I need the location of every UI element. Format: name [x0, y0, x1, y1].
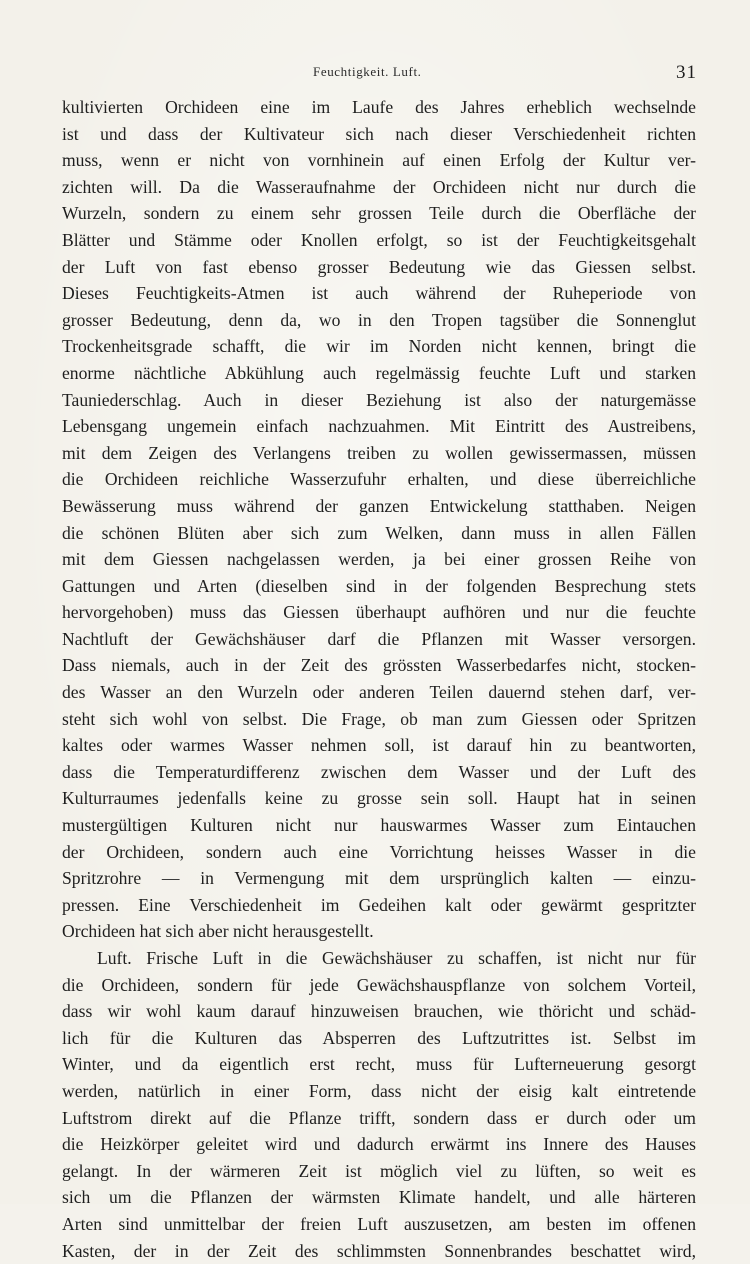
text-line: die schönen Blüten aber sich zum Welken, dann muss in allen Fällen	[62, 522, 696, 543]
text-line: die Heizkörper geleitet wird und dadurch erwärmt ins Innere des Hauses	[62, 1134, 696, 1155]
text-line: gelangt. In der wärmeren Zeit ist möglich viel zu lüften, so weit es	[62, 1160, 696, 1181]
text-line: Dieses Feuchtigkeits-Atmen ist auch während der Ruheperiode von	[62, 283, 696, 304]
text-line: die Orchideen reichliche Wasserzufuhr erhalten, und diese überreichliche	[62, 469, 696, 490]
text-line: mit dem Zeigen des Verlangens treiben zu wollen gewissermassen, müssen	[62, 442, 696, 463]
text-line: dass wir wohl kaum darauf hinzuweisen brauchen, wie thöricht und schäd-	[62, 1001, 696, 1022]
page-number: 31	[676, 62, 697, 83]
text-line: Dass niemals, auch in der Zeit des grössten Wasserbedarfes nicht, stocken-	[62, 655, 696, 676]
text-line: lich für die Kulturen das Absperren des Luftzutrittes ist. Selbst im	[62, 1027, 696, 1048]
text-line: Kulturraumes jedenfalls keine zu grosse sein soll. Haupt hat in seinen	[62, 788, 696, 809]
text-line: Winter, und da eigentlich erst recht, muss für Lufterneuerung gesorgt	[62, 1054, 696, 1075]
section-start-line: Luft. Frische Luft in die Gewächshäuser zu schaffen, ist nicht nur für	[97, 948, 696, 968]
text-line: Tauniederschlag. Auch in dieser Beziehung ist also der naturgemässe	[62, 389, 696, 410]
text-line: muss, wenn er nicht von vornhinein auf einen Erfolg der Kultur ver-	[62, 150, 696, 171]
text-line: kaltes oder warmes Wasser nehmen soll, ist darauf hin zu beantworten,	[62, 735, 696, 756]
page-header	[0, 64, 750, 86]
text-line: werden, natürlich in einer Form, dass nicht der eisig kalt eintretende	[62, 1080, 696, 1101]
text-line: ist und dass der Kultivateur sich nach dieser Verschiedenheit richten	[62, 123, 696, 144]
text-line: kultivierten Orchideen eine im Laufe des Jahres erheblich wechselnde	[62, 97, 696, 117]
text-line: Spritzrohre — in Vermengung mit dem ursprünglich kalten — einzu-	[62, 868, 696, 889]
text-line: der Orchideen, sondern auch eine Vorrichtung heisses Wasser in die	[62, 841, 696, 862]
running-title: Feuchtigkeit. Luft.	[313, 64, 422, 79]
paragraph-end-line: Orchideen hat sich aber nicht herausgestellt.	[62, 921, 374, 942]
text-line: des Wasser an den Wurzeln oder anderen Teilen dauernd stehen darf, ver-	[62, 682, 696, 703]
text-line: mit dem Giessen nachgelassen werden, ja bei einer grossen Reihe von	[62, 549, 696, 570]
text-line: Lebensgang ungemein einfach nachzuahmen. Mit Eintritt des Austreibens,	[62, 416, 696, 437]
text-line: enorme nächtliche Abkühlung auch regelmässig feuchte Luft und starken	[62, 362, 696, 383]
text-line: der Luft von fast ebenso grosser Bedeutung wie das Giessen selbst.	[62, 256, 696, 277]
text-line: mustergültigen Kulturen nicht nur hauswarmes Wasser zum Eintauchen	[62, 815, 696, 836]
text-line: Blätter und Stämme oder Knollen erfolgt, so ist der Feuchtigkeitsgehalt	[62, 229, 696, 250]
text-line: Arten sind unmittelbar der freien Luft auszusetzen, am besten im offenen	[62, 1213, 696, 1234]
text-line: steht sich wohl von selbst. Die Frage, ob man zum Giessen oder Spritzen	[62, 708, 696, 729]
text-line: pressen. Eine Verschiedenheit im Gedeihen kalt oder gewärmt gespritzter	[62, 894, 696, 915]
text-line: Bewässerung muss während der ganzen Entwickelung statthaben. Neigen	[62, 495, 696, 516]
text-line: zichten will. Da die Wasseraufnahme der Orchideen nicht nur durch die	[62, 176, 696, 197]
text-line: Luftstrom direkt auf die Pflanze trifft, sondern dass er durch oder um	[62, 1107, 696, 1128]
text-line: sich um die Pflanzen der wärmsten Klimate handelt, und alle härteren	[62, 1187, 696, 1208]
text-line: Gattungen und Arten (dieselben sind in der folgenden Besprechung stets	[62, 575, 696, 596]
text-line: hervorgehoben) muss das Giessen überhaupt aufhören und nur die feuchte	[62, 602, 696, 623]
text-line: die Orchideen, sondern für jede Gewächshauspflanze von solchem Vorteil,	[62, 974, 696, 995]
text-line: Nachtluft der Gewächshäuser darf die Pflanzen mit Wasser versorgen.	[62, 628, 696, 649]
text-line: Wurzeln, sondern zu einem sehr grossen Teile durch die Oberfläche der	[62, 203, 696, 224]
text-line: Trockenheitsgrade schafft, die wir im Norden nicht kennen, bringt die	[62, 336, 696, 357]
body-text	[62, 94, 696, 1264]
text-line: dass die Temperaturdifferenz zwischen dem Wasser und der Luft des	[62, 761, 696, 782]
text-line: grosser Bedeutung, denn da, wo in den Tropen tagsüber die Sonnenglut	[62, 309, 696, 330]
text-line: Kasten, der in der Zeit des schlimmsten Sonnenbrandes beschattet wird,	[62, 1240, 696, 1261]
